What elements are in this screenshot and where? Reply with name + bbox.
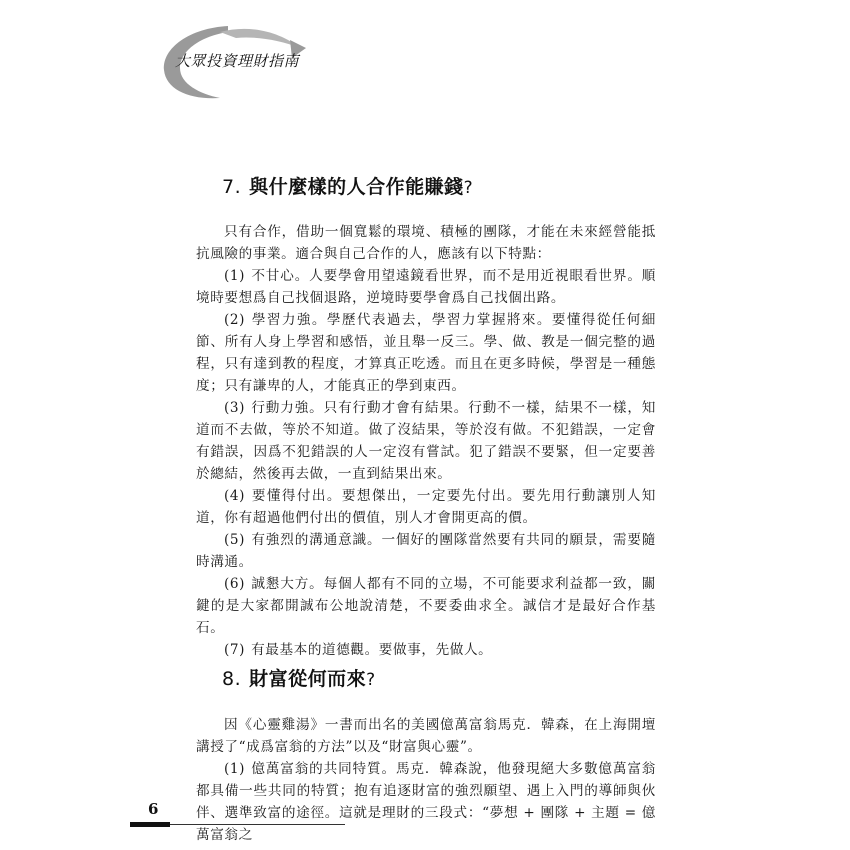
section-7-heading: [222, 172, 473, 199]
section-8-heading: [222, 664, 376, 691]
footer-rule: [170, 824, 345, 825]
section-7-body: [196, 221, 656, 661]
list-item: (6) 誠懇大方。每個人都有不同的立場，不可能要求利益都一致，關鍵的是大家都開誠布公地說清楚，不要委曲求全。誠信才是最好合作基石。: [196, 576, 656, 636]
section-8-intro: 因《心靈雞湯》一書而出名的美國億萬富翁馬克．韓森，在上海開壇講授了“成爲富翁的方法”以及“財富與心靈”。: [196, 717, 656, 755]
section-7-question-mark: ?: [463, 178, 474, 198]
list-item: (1) 億萬富翁的共同特質。馬克．韓森說，他發現絕大多數億萬富翁都具備一些共同的特質；抱有追逐財富的強烈願望、遇上入門的導師與伙伴、選準致富的途徑。這就是理財的三段式：“夢想 + 團隊 + 主題 = 億萬富翁之: [196, 761, 656, 843]
list-item: (3) 行動力強。只有行動才會有結果。行動不一樣，結果不一樣，知道而不去做，等於不知道。做了沒結果，等於沒有做。不犯錯誤，一定會有錯誤，因爲不犯錯誤的人一定沒有嘗試。犯了錯誤不要緊，但一定要善於總結，然後再去做，一直到結果出來。: [196, 400, 656, 482]
section-8-title: 財富從何而來: [249, 668, 367, 690]
section-7-intro: 只有合作，借助一個寬鬆的環境、積極的團隊，才能在未來經營能抵抗風險的事業。適合與自己合作的人，應該有以下特點：: [196, 224, 656, 262]
list-item: (7) 有最基本的道德觀。要做事，先做人。: [224, 642, 493, 658]
section-7-number: 7.: [222, 176, 242, 198]
section-8-number: 8.: [222, 668, 242, 690]
page-number: 6: [148, 800, 159, 818]
section-8-question-mark: ?: [366, 670, 376, 690]
list-item: (4) 要懂得付出。要想傑出，一定要先付出。要先用行動讓別人知道，你有超過他們付出的價值，別人才會開更高的價。: [196, 488, 656, 526]
list-item: (1) 不甘心。人要學會用望遠鏡看世界，而不是用近視眼看世界。順境時要想爲自己找個退路，逆境時要學會爲自己找個出路。: [196, 268, 656, 306]
section-8-body: [196, 714, 656, 846]
section-7-title: 與什麼樣的人合作能賺錢: [249, 176, 464, 198]
list-item: (5) 有強烈的溝通意識。一個好的團隊當然要有共同的願景，需要隨時溝通。: [196, 532, 656, 570]
list-item: (2) 學習力強。學歷代表過去，學習力掌握將來。要懂得從任何細節、所有人身上學習和感悟，並且舉一反三。學、做、教是一個完整的過程，只有達到教的程度，才算真正吃透。而且在更多時候，學習是一種態度；只有謙卑的人，才能真正的學到東西。: [196, 312, 656, 394]
footer-bar: [130, 822, 170, 827]
header-title: 大眾投資理財指南: [175, 52, 300, 70]
